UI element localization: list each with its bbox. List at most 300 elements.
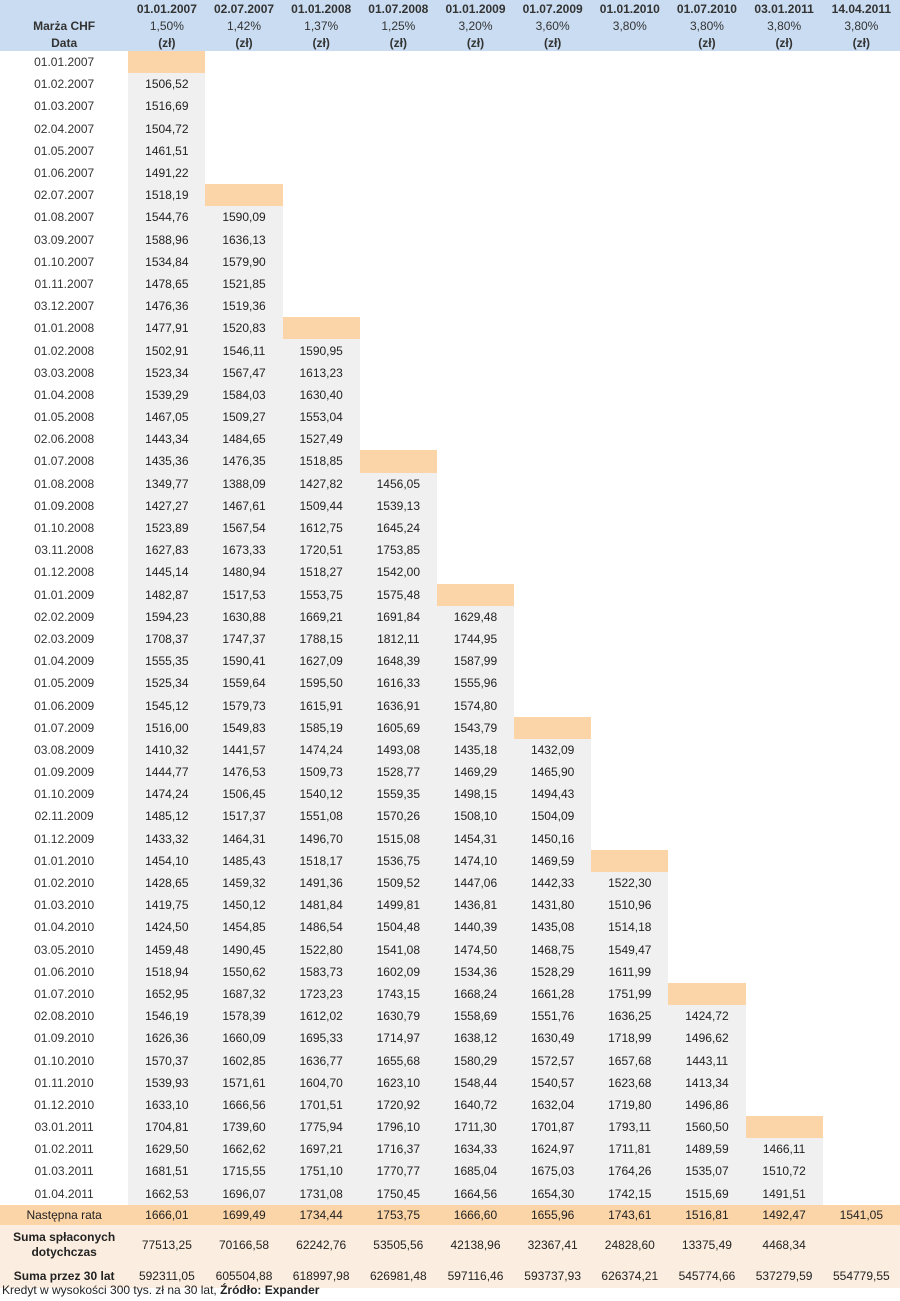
installment-cell: 1583,73	[283, 961, 360, 983]
empty-cell	[823, 295, 900, 317]
installment-cell: 1482,87	[128, 584, 205, 606]
table-row	[0, 894, 900, 916]
empty-cell	[823, 783, 900, 805]
empty-cell	[591, 162, 668, 184]
row-date: 03.12.2007	[34, 299, 95, 314]
empty-cell	[668, 206, 745, 228]
empty-cell	[823, 317, 900, 339]
empty-cell	[668, 118, 745, 140]
empty-cell	[591, 539, 668, 561]
installment-cell: 1585,19	[283, 717, 360, 739]
date-label: Data	[0, 34, 128, 51]
installment-cell: 1450,12	[205, 894, 282, 916]
empty-cell	[746, 251, 823, 273]
installment-cell: 1605,69	[360, 717, 437, 739]
empty-cell	[668, 495, 745, 517]
empty-cell	[437, 295, 514, 317]
empty-cell	[283, 118, 360, 140]
installment-cell: 1485,43	[205, 850, 282, 872]
installment-cell: 1742,15	[591, 1183, 668, 1205]
empty-cell	[668, 162, 745, 184]
empty-cell	[591, 406, 668, 428]
empty-cell	[823, 1094, 900, 1116]
installment-cell: 1570,37	[128, 1049, 205, 1071]
table-row	[0, 295, 900, 317]
empty-cell	[205, 162, 282, 184]
empty-cell	[823, 694, 900, 716]
empty-cell	[514, 339, 591, 361]
empty-cell	[360, 184, 437, 206]
empty-cell	[591, 273, 668, 295]
installment-cell: 1627,09	[283, 650, 360, 672]
installment-cell: 1719,80	[591, 1094, 668, 1116]
table-row	[0, 251, 900, 273]
empty-cell	[668, 473, 745, 495]
row-date: 01.12.2009	[34, 831, 95, 846]
table-row	[0, 495, 900, 517]
installment-cell: 1812,11	[360, 628, 437, 650]
next-rate-value: 1655,96	[514, 1205, 591, 1225]
empty-cell	[823, 51, 900, 73]
installment-cell: 1753,85	[360, 539, 437, 561]
sum-paid-value: 42138,96	[437, 1225, 514, 1265]
installment-cell: 1474,50	[437, 939, 514, 961]
installment-cell: 1615,91	[283, 694, 360, 716]
installment-cell: 1502,91	[128, 339, 205, 361]
empty-cell	[283, 140, 360, 162]
row-date: 03.09.2007	[34, 232, 95, 247]
installment-cell: 1515,08	[360, 828, 437, 850]
empty-cell	[668, 828, 745, 850]
installment-cell: 1494,43	[514, 783, 591, 805]
installment-cell: 1525,34	[128, 672, 205, 694]
installment-cell: 1410,32	[128, 739, 205, 761]
empty-cell	[437, 51, 514, 73]
empty-cell	[668, 428, 745, 450]
installment-cell: 1793,11	[591, 1116, 668, 1138]
installment-cell: 1515,69	[668, 1183, 745, 1205]
empty-cell	[360, 229, 437, 251]
empty-cell	[746, 1094, 823, 1116]
installment-cell: 1523,34	[128, 362, 205, 384]
empty-cell	[514, 229, 591, 251]
next-rate-value: 1743,61	[591, 1205, 668, 1225]
empty-cell	[360, 51, 437, 73]
installment-cell: 1612,75	[283, 517, 360, 539]
table-row	[0, 229, 900, 251]
installment-cell: 1432,09	[514, 739, 591, 761]
installment-cell: 1527,49	[283, 428, 360, 450]
header-col-date: 01.01.2007	[128, 0, 205, 17]
table-row	[0, 317, 900, 339]
empty-cell	[591, 362, 668, 384]
installment-cell: 1490,45	[205, 939, 282, 961]
installment-cell: 1477,91	[128, 317, 205, 339]
installment-cell: 1444,77	[128, 761, 205, 783]
empty-cell	[668, 606, 745, 628]
empty-cell	[823, 539, 900, 561]
sum-30-value: 592311,05	[128, 1265, 205, 1288]
empty-cell	[823, 828, 900, 850]
table-row	[0, 1183, 900, 1205]
installment-cell: 1629,50	[128, 1138, 205, 1160]
empty-cell	[823, 229, 900, 251]
empty-cell	[668, 672, 745, 694]
table-row	[0, 1072, 900, 1094]
installment-cell: 1567,47	[205, 362, 282, 384]
footer-note	[2, 1283, 319, 1297]
table-row	[0, 118, 900, 140]
installment-cell: 1616,33	[360, 672, 437, 694]
installment-cell: 1691,84	[360, 606, 437, 628]
installment-cell: 1623,68	[591, 1072, 668, 1094]
header-col-margin: 1,42%	[205, 17, 282, 34]
sum-paid-value: 24828,60	[591, 1225, 668, 1265]
empty-cell	[746, 517, 823, 539]
installment-cell: 1636,13	[205, 229, 282, 251]
row-date: 01.06.2007	[34, 166, 95, 181]
empty-cell	[283, 206, 360, 228]
installment-cell: 1454,31	[437, 828, 514, 850]
empty-cell	[823, 95, 900, 117]
empty-cell	[746, 140, 823, 162]
installment-cell: 1624,97	[514, 1138, 591, 1160]
empty-cell	[205, 73, 282, 95]
installment-cell: 1551,76	[514, 1005, 591, 1027]
empty-cell	[823, 206, 900, 228]
empty-cell	[823, 939, 900, 961]
empty-cell	[746, 894, 823, 916]
empty-cell	[746, 783, 823, 805]
table-row	[0, 828, 900, 850]
empty-cell	[668, 517, 745, 539]
table-row	[0, 739, 900, 761]
empty-cell	[437, 406, 514, 428]
installment-cell: 1431,80	[514, 894, 591, 916]
empty-cell	[746, 561, 823, 583]
installment-cell: 1496,70	[283, 828, 360, 850]
row-date: 01.04.2011	[34, 1186, 94, 1201]
installment-cell: 1540,12	[283, 783, 360, 805]
empty-cell	[668, 961, 745, 983]
sum-paid-value: 53505,56	[360, 1225, 437, 1265]
installment-cell: 1491,51	[746, 1183, 823, 1205]
installment-cell: 1549,47	[591, 939, 668, 961]
installment-cell: 1509,44	[283, 495, 360, 517]
empty-cell	[591, 694, 668, 716]
empty-cell	[668, 694, 745, 716]
empty-cell	[823, 717, 900, 739]
empty-cell	[360, 251, 437, 273]
empty-cell	[823, 1072, 900, 1094]
row-date: 01.02.2010	[34, 876, 95, 891]
table-row	[0, 162, 900, 184]
installment-cell: 1567,54	[205, 517, 282, 539]
installment-cell: 1764,26	[591, 1160, 668, 1182]
empty-cell	[746, 761, 823, 783]
installment-cell: 1613,23	[283, 362, 360, 384]
installment-cell: 1584,03	[205, 384, 282, 406]
installment-cell: 1456,05	[360, 473, 437, 495]
empty-cell	[746, 317, 823, 339]
installment-cell: 1528,77	[360, 761, 437, 783]
empty-cell	[514, 584, 591, 606]
empty-cell	[437, 473, 514, 495]
installment-cell: 1435,36	[128, 450, 205, 472]
installment-cell: 1731,08	[283, 1183, 360, 1205]
installment-cell: 1508,10	[437, 805, 514, 827]
empty-cell	[514, 428, 591, 450]
empty-cell	[437, 229, 514, 251]
installment-cell: 1510,96	[591, 894, 668, 916]
empty-cell	[668, 717, 745, 739]
table-row	[0, 628, 900, 650]
row-date: 01.01.2010	[34, 853, 95, 868]
installment-cell: 1550,62	[205, 961, 282, 983]
empty-cell	[823, 850, 900, 872]
installment-cell: 1469,29	[437, 761, 514, 783]
installment-cell: 1696,07	[205, 1183, 282, 1205]
row-date: 01.11.2007	[34, 276, 94, 291]
installment-cell: 1481,84	[283, 894, 360, 916]
sum-30-value: 626981,48	[360, 1265, 437, 1288]
table-row	[0, 694, 900, 716]
empty-cell	[360, 428, 437, 450]
empty-cell	[668, 628, 745, 650]
empty-cell	[591, 495, 668, 517]
row-date: 01.07.2008	[34, 454, 95, 469]
empty-cell	[514, 517, 591, 539]
installment-cell: 1522,30	[591, 872, 668, 894]
empty-cell	[823, 1183, 900, 1205]
installment-cell: 1424,72	[668, 1005, 745, 1027]
installment-cell: 1499,81	[360, 894, 437, 916]
installment-cell: 1701,87	[514, 1116, 591, 1138]
header-col-unit: (zł)	[283, 34, 360, 51]
table-row	[0, 1049, 900, 1071]
sum-paid-value: 70166,58	[205, 1225, 282, 1265]
installment-cell: 1442,33	[514, 872, 591, 894]
empty-cell	[437, 317, 514, 339]
installment-cell: 1636,91	[360, 694, 437, 716]
empty-cell	[746, 273, 823, 295]
table-row	[0, 872, 900, 894]
empty-cell	[283, 273, 360, 295]
empty-cell	[746, 295, 823, 317]
empty-cell	[746, 916, 823, 938]
header-col-margin: 3,80%	[591, 17, 668, 34]
installment-cell: 1720,51	[283, 539, 360, 561]
installment-cell: 1751,99	[591, 983, 668, 1005]
row-date: 01.10.2009	[34, 787, 95, 802]
installment-cell: 1545,12	[128, 694, 205, 716]
installment-cell: 1716,37	[360, 1138, 437, 1160]
loan-start-marker	[591, 850, 668, 872]
empty-cell	[823, 983, 900, 1005]
installment-cell: 1697,21	[283, 1138, 360, 1160]
empty-cell	[514, 406, 591, 428]
row-date: 01.05.2007	[34, 143, 95, 158]
empty-cell	[437, 273, 514, 295]
table-row	[0, 961, 900, 983]
empty-cell	[823, 1005, 900, 1027]
installment-cell: 1498,15	[437, 783, 514, 805]
empty-cell	[591, 606, 668, 628]
empty-cell	[668, 140, 745, 162]
installment-cell: 1770,77	[360, 1160, 437, 1182]
installment-cell: 1536,75	[360, 850, 437, 872]
installment-cell: 1539,29	[128, 384, 205, 406]
empty-cell	[591, 229, 668, 251]
row-date: 01.03.2010	[34, 898, 95, 913]
empty-cell	[591, 118, 668, 140]
empty-cell	[360, 317, 437, 339]
installment-cell: 1504,72	[128, 118, 205, 140]
empty-cell	[283, 95, 360, 117]
table-row	[0, 450, 900, 472]
installment-cell: 1548,44	[437, 1072, 514, 1094]
row-date: 01.01.2009	[34, 587, 95, 602]
installment-cell: 1626,36	[128, 1027, 205, 1049]
row-date: 01.04.2009	[34, 654, 95, 669]
empty-cell	[746, 850, 823, 872]
table-row	[0, 273, 900, 295]
installment-cell: 1523,89	[128, 517, 205, 539]
empty-cell	[514, 561, 591, 583]
installment-cell: 1666,56	[205, 1094, 282, 1116]
installment-cell: 1436,81	[437, 894, 514, 916]
installment-cell: 1602,09	[360, 961, 437, 983]
installment-cell: 1587,99	[437, 650, 514, 672]
empty-cell	[591, 473, 668, 495]
installment-cell: 1578,39	[205, 1005, 282, 1027]
installment-cell: 1535,07	[668, 1160, 745, 1182]
empty-cell	[360, 339, 437, 361]
empty-cell	[668, 539, 745, 561]
installment-cell: 1720,92	[360, 1094, 437, 1116]
empty-cell	[746, 229, 823, 251]
installment-cell: 1469,59	[514, 850, 591, 872]
empty-cell	[668, 805, 745, 827]
empty-cell	[437, 162, 514, 184]
installment-cell: 1652,95	[128, 983, 205, 1005]
loan-start-marker	[283, 317, 360, 339]
installment-cell: 1555,96	[437, 672, 514, 694]
installment-cell: 1701,51	[283, 1094, 360, 1116]
empty-cell	[823, 118, 900, 140]
installment-cell: 1427,27	[128, 495, 205, 517]
empty-cell	[823, 1116, 900, 1138]
empty-cell	[823, 184, 900, 206]
installment-cell: 1484,65	[205, 428, 282, 450]
empty-cell	[746, 1027, 823, 1049]
empty-cell	[823, 872, 900, 894]
installment-cell: 1520,83	[205, 317, 282, 339]
empty-cell	[514, 118, 591, 140]
installment-cell: 1474,24	[283, 739, 360, 761]
installment-cell: 1506,52	[128, 73, 205, 95]
empty-cell	[437, 428, 514, 450]
empty-cell	[668, 939, 745, 961]
installment-cell: 1623,10	[360, 1072, 437, 1094]
empty-cell	[746, 739, 823, 761]
installment-cell: 1673,33	[205, 539, 282, 561]
empty-cell	[591, 672, 668, 694]
installment-cell: 1440,39	[437, 916, 514, 938]
header-col-margin: 3,80%	[823, 17, 900, 34]
installment-cell: 1464,31	[205, 828, 282, 850]
empty-cell	[823, 916, 900, 938]
empty-cell	[360, 384, 437, 406]
row-date: 03.03.2008	[34, 365, 95, 380]
row-date: 01.09.2009	[34, 765, 95, 780]
footer-source: Źródło: Expander	[220, 1283, 320, 1297]
empty-cell	[746, 450, 823, 472]
installment-cell: 1549,83	[205, 717, 282, 739]
installment-cell: 1611,99	[591, 961, 668, 983]
header-col-date: 03.01.2011	[746, 0, 823, 17]
installment-cell: 1612,02	[283, 1005, 360, 1027]
installment-cell: 1668,24	[437, 983, 514, 1005]
installment-cell: 1349,77	[128, 473, 205, 495]
table-row	[0, 384, 900, 406]
installment-cell: 1711,30	[437, 1116, 514, 1138]
installment-cell: 1723,23	[283, 983, 360, 1005]
installment-cell: 1496,86	[668, 1094, 745, 1116]
installment-cell: 1509,73	[283, 761, 360, 783]
empty-cell	[823, 672, 900, 694]
empty-cell	[823, 561, 900, 583]
installment-cell: 1467,05	[128, 406, 205, 428]
empty-cell	[668, 406, 745, 428]
installment-cell: 1553,04	[283, 406, 360, 428]
empty-cell	[437, 73, 514, 95]
installment-cell: 1518,94	[128, 961, 205, 983]
header-col-date: 14.04.2011	[823, 0, 900, 17]
empty-cell	[360, 295, 437, 317]
empty-cell	[823, 606, 900, 628]
empty-cell	[668, 184, 745, 206]
empty-cell	[746, 473, 823, 495]
installment-cell: 1590,95	[283, 339, 360, 361]
installment-cell: 1447,06	[437, 872, 514, 894]
installment-cell: 1744,95	[437, 628, 514, 650]
empty-cell	[668, 317, 745, 339]
installment-cell: 1427,82	[283, 473, 360, 495]
next-rate-value: 1734,44	[283, 1205, 360, 1225]
empty-cell	[823, 805, 900, 827]
table-row	[0, 761, 900, 783]
empty-cell	[591, 628, 668, 650]
installment-cell: 1555,35	[128, 650, 205, 672]
installment-cell: 1546,11	[205, 339, 282, 361]
installment-cell: 1715,55	[205, 1160, 282, 1182]
empty-cell	[823, 73, 900, 95]
table-row	[0, 1160, 900, 1182]
sum-30-value: 593737,93	[514, 1265, 591, 1288]
next-rate-value: 1492,47	[746, 1205, 823, 1225]
empty-cell	[823, 1160, 900, 1182]
empty-cell	[283, 251, 360, 273]
empty-cell	[746, 717, 823, 739]
row-date: 01.03.2011	[34, 1164, 94, 1179]
installment-cell: 1575,48	[360, 584, 437, 606]
table-row	[0, 561, 900, 583]
installment-cell: 1454,85	[205, 916, 282, 938]
installment-cell: 1590,09	[205, 206, 282, 228]
installment-cell: 1540,57	[514, 1072, 591, 1094]
empty-cell	[823, 1138, 900, 1160]
